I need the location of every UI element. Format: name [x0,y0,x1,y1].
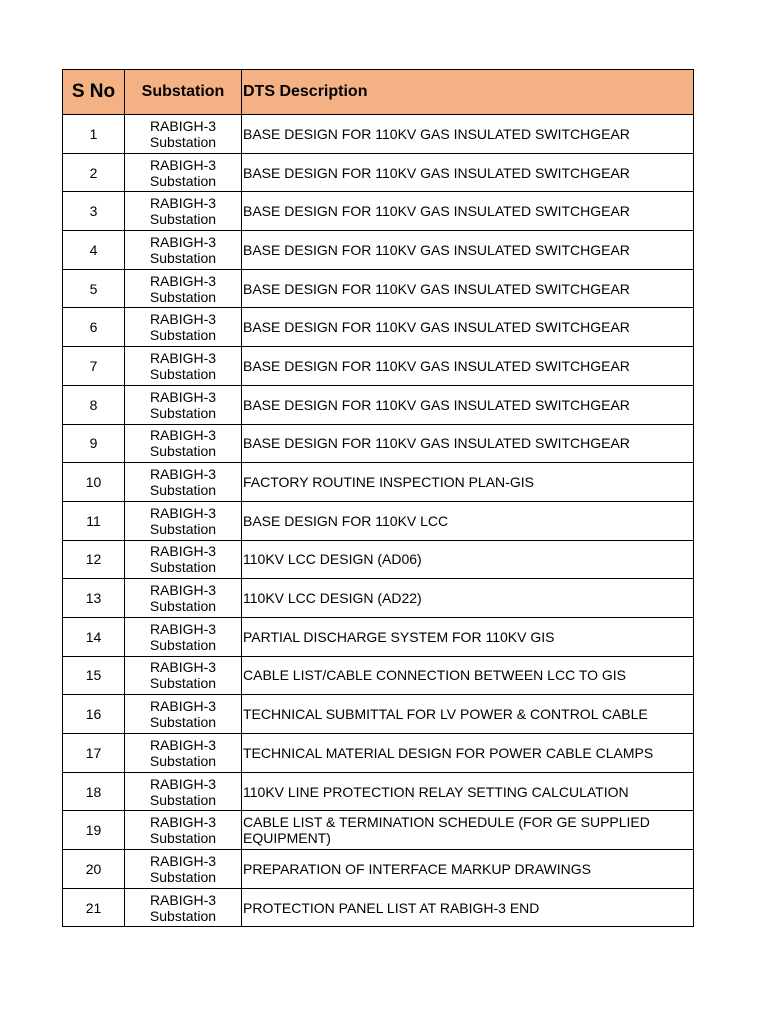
cell-sno: 10 [63,463,125,502]
cell-substation [125,424,242,463]
substation-name: RABIGH-3 [149,698,217,715]
cell-sno: 8 [63,385,125,424]
cell-description: BASE DESIGN FOR 110KV GAS INSULATED SWITCHGEAR [242,269,694,308]
cell-substation [125,772,242,811]
substation-type: Substation [149,249,217,266]
table-row [63,772,694,811]
cell-substation [125,501,242,540]
table-row [63,308,694,347]
substation-type: Substation [149,830,217,847]
substation-type: Substation [149,752,217,769]
header-row [63,70,694,115]
substation-name: RABIGH-3 [149,582,217,599]
table-row [63,347,694,386]
substation-name: RABIGH-3 [149,852,217,869]
substation-name: RABIGH-3 [149,388,217,405]
table-header [63,70,694,115]
cell-sno: 13 [63,579,125,618]
table-row [63,424,694,463]
table-row [63,540,694,579]
cell-sno: 1 [63,115,125,154]
cell-sno: 17 [63,734,125,773]
cell-substation [125,192,242,231]
substation-type: Substation [149,675,217,692]
cell-substation [125,269,242,308]
cell-description: TECHNICAL MATERIAL DESIGN FOR POWER CABLE CLAMPS [242,734,694,773]
substation-type: Substation [149,172,217,189]
substation-name: RABIGH-3 [149,814,217,831]
cell-sno: 7 [63,347,125,386]
cell-sno: 18 [63,772,125,811]
table-row [63,501,694,540]
cell-description: PREPARATION OF INTERFACE MARKUP DRAWINGS [242,850,694,889]
table-row [63,192,694,231]
cell-description: PARTIAL DISCHARGE SYSTEM FOR 110KV GIS [242,617,694,656]
substation-name: RABIGH-3 [149,427,217,444]
cell-description: BASE DESIGN FOR 110KV GAS INSULATED SWITCHGEAR [242,347,694,386]
substation-type: Substation [149,559,217,576]
substation-name: RABIGH-3 [149,117,217,134]
cell-substation [125,579,242,618]
table-row [63,463,694,502]
substation-name: RABIGH-3 [149,891,217,908]
table-row [63,850,694,889]
cell-description: CABLE LIST/CABLE CONNECTION BETWEEN LCC TO GIS [242,656,694,695]
dts-table [62,69,694,927]
substation-name: RABIGH-3 [149,195,217,212]
substation-type: Substation [149,443,217,460]
substation-type: Substation [149,288,217,305]
cell-description: TECHNICAL SUBMITTAL FOR LV POWER & CONTROL CABLE [242,695,694,734]
substation-type: Substation [149,714,217,731]
cell-description: BASE DESIGN FOR 110KV GAS INSULATED SWITCHGEAR [242,192,694,231]
cell-description: 110KV LCC DESIGN (AD22) [242,579,694,618]
substation-type: Substation [149,791,217,808]
column-header-substation: Substation [125,70,242,115]
cell-substation [125,153,242,192]
cell-substation [125,695,242,734]
substation-type: Substation [149,598,217,615]
table-row [63,617,694,656]
substation-name: RABIGH-3 [149,311,217,328]
substation-type: Substation [149,907,217,924]
cell-description: 110KV LCC DESIGN (AD06) [242,540,694,579]
substation-name: RABIGH-3 [149,349,217,366]
cell-description: BASE DESIGN FOR 110KV GAS INSULATED SWITCHGEAR [242,385,694,424]
cell-sno: 9 [63,424,125,463]
cell-description: CABLE LIST & TERMINATION SCHEDULE (FOR GE SUPPLIED EQUIPMENT) [242,811,694,850]
substation-name: RABIGH-3 [149,775,217,792]
cell-sno: 4 [63,231,125,270]
cell-substation [125,463,242,502]
cell-substation [125,617,242,656]
table-row [63,695,694,734]
cell-description: BASE DESIGN FOR 110KV LCC [242,501,694,540]
cell-description: BASE DESIGN FOR 110KV GAS INSULATED SWITCHGEAR [242,308,694,347]
cell-substation [125,888,242,927]
substation-type: Substation [149,636,217,653]
table-row [63,579,694,618]
cell-description: BASE DESIGN FOR 110KV GAS INSULATED SWITCHGEAR [242,115,694,154]
cell-sno: 15 [63,656,125,695]
cell-description: FACTORY ROUTINE INSPECTION PLAN-GIS [242,463,694,502]
table-row [63,656,694,695]
substation-name: RABIGH-3 [149,620,217,637]
cell-description: BASE DESIGN FOR 110KV GAS INSULATED SWITCHGEAR [242,424,694,463]
table-body [63,115,694,927]
substation-name: RABIGH-3 [149,504,217,521]
cell-substation [125,540,242,579]
cell-sno: 12 [63,540,125,579]
table-row [63,888,694,927]
table-row [63,734,694,773]
substation-type: Substation [149,365,217,382]
substation-name: RABIGH-3 [149,272,217,289]
substation-type: Substation [149,868,217,885]
cell-sno: 19 [63,811,125,850]
cell-sno: 20 [63,850,125,889]
cell-substation [125,811,242,850]
cell-substation [125,231,242,270]
substation-name: RABIGH-3 [149,659,217,676]
substation-name: RABIGH-3 [149,736,217,753]
dts-table-container [62,69,693,927]
substation-type: Substation [149,133,217,150]
cell-substation [125,385,242,424]
cell-substation [125,347,242,386]
cell-description: 110KV LINE PROTECTION RELAY SETTING CALCULATION [242,772,694,811]
cell-description: BASE DESIGN FOR 110KV GAS INSULATED SWITCHGEAR [242,153,694,192]
substation-type: Substation [149,482,217,499]
cell-sno: 21 [63,888,125,927]
cell-sno: 2 [63,153,125,192]
substation-type: Substation [149,327,217,344]
table-row [63,385,694,424]
cell-substation [125,115,242,154]
table-row [63,811,694,850]
substation-name: RABIGH-3 [149,543,217,560]
column-header-sno: S No [63,70,125,115]
column-header-description: DTS Description [242,70,694,115]
cell-sno: 5 [63,269,125,308]
substation-name: RABIGH-3 [149,233,217,250]
substation-type: Substation [149,404,217,421]
cell-sno: 11 [63,501,125,540]
cell-description: BASE DESIGN FOR 110KV GAS INSULATED SWITCHGEAR [242,231,694,270]
substation-name: RABIGH-3 [149,156,217,173]
cell-description: PROTECTION PANEL LIST AT RABIGH-3 END [242,888,694,927]
cell-substation [125,656,242,695]
cell-sno: 16 [63,695,125,734]
table-row [63,115,694,154]
cell-substation [125,734,242,773]
substation-type: Substation [149,211,217,228]
substation-name: RABIGH-3 [149,466,217,483]
cell-sno: 14 [63,617,125,656]
cell-sno: 3 [63,192,125,231]
cell-sno: 6 [63,308,125,347]
table-row [63,269,694,308]
cell-substation [125,850,242,889]
table-row [63,231,694,270]
substation-type: Substation [149,520,217,537]
table-row [63,153,694,192]
cell-substation [125,308,242,347]
